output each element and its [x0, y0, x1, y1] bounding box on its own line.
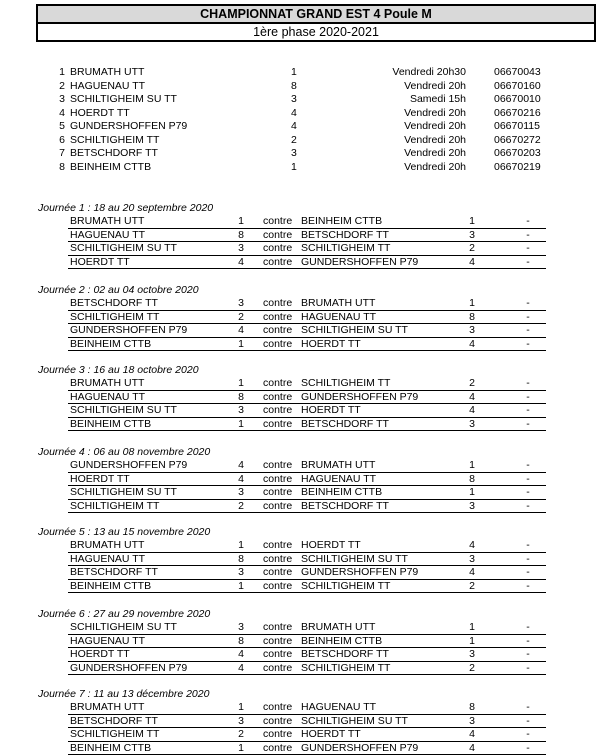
home-code: 3 [238, 621, 244, 633]
team-code: 2 [291, 133, 297, 146]
away-team: SCHILTIGHEIM SU TT [301, 552, 408, 565]
match-row [0, 391, 606, 405]
match-row [0, 324, 606, 338]
match-row [0, 256, 606, 270]
away-code: 4 [469, 255, 475, 268]
away-code: 2 [469, 242, 475, 254]
team-list [0, 66, 606, 174]
home-team: HAGUENAU TT [70, 228, 146, 241]
match-row [0, 297, 606, 311]
home-team: HAGUENAU TT [70, 390, 146, 403]
away-code: 4 [469, 741, 475, 754]
away-code: 3 [469, 228, 475, 241]
match-row [0, 338, 606, 352]
away-team: BRUMATH UTT [301, 297, 376, 309]
result-cell: - [526, 324, 530, 336]
away-team: HAGUENAU TT [301, 701, 377, 713]
result-cell: - [526, 661, 530, 674]
result-cell: - [526, 728, 530, 740]
home-code: 4 [238, 459, 244, 471]
team-name: GUNDERSHOFFEN P79 [70, 120, 188, 132]
away-team: GUNDERSHOFFEN P79 [301, 255, 419, 268]
home-code: 1 [238, 377, 244, 389]
away-code: 3 [469, 648, 475, 660]
contre-label: contre [263, 741, 293, 754]
match-row [0, 715, 606, 729]
result-cell: - [526, 417, 530, 430]
team-slot: Vendredi 20h [404, 160, 466, 173]
team-slot: Samedi 15h [409, 93, 466, 105]
team-name: BRUMATH UTT [70, 66, 145, 78]
match-row [0, 418, 606, 432]
away-team: BEINHEIM CTTB [301, 486, 383, 498]
team-id: 06670216 [494, 106, 541, 119]
team-code: 4 [291, 120, 297, 132]
match-row [0, 580, 606, 594]
team-number: 5 [59, 120, 65, 132]
journee-title: Journée 2 : 02 au 04 octobre 2020 [38, 284, 199, 296]
contre-label: contre [263, 417, 293, 430]
result-cell: - [526, 621, 530, 633]
away-code: 8 [469, 310, 475, 323]
away-team: HOERDT TT [301, 728, 361, 740]
result-cell: - [526, 648, 530, 660]
result-cell: - [526, 472, 530, 485]
away-code: 2 [469, 661, 475, 674]
contre-label: contre [263, 377, 293, 389]
match-row [0, 539, 606, 553]
team-id: 06670203 [494, 147, 541, 159]
home-team: BETSCHDORF TT [70, 566, 158, 578]
home-team: BEINHEIM CTTB [70, 579, 152, 592]
team-name: SCHILTIGHEIM SU TT [70, 93, 177, 105]
away-code: 3 [469, 552, 475, 565]
team-number: 2 [59, 79, 65, 92]
away-team: SCHILTIGHEIM TT [301, 242, 391, 254]
home-team: BETSCHDORF TT [70, 297, 158, 309]
result-cell: - [526, 337, 530, 350]
team-name: BETSCHDORF TT [70, 147, 158, 159]
contre-label: contre [263, 337, 293, 350]
away-team: BETSCHDORF TT [301, 648, 389, 660]
match-row [0, 701, 606, 715]
away-team: SCHILTIGHEIM TT [301, 661, 391, 674]
journee-title: Journée 7 : 11 au 13 décembre 2020 [38, 688, 210, 700]
result-cell: - [526, 634, 530, 647]
home-code: 1 [238, 701, 244, 713]
home-team: BEINHEIM CTTB [70, 741, 152, 754]
team-name: BEINHEIM CTTB [70, 160, 152, 173]
match-row [0, 662, 606, 676]
away-code: 1 [469, 459, 475, 471]
away-code: 4 [469, 390, 475, 403]
journee-title: Journée 6 : 27 au 29 novembre 2020 [38, 608, 211, 620]
contre-label: contre [263, 297, 293, 309]
away-team: BETSCHDORF TT [301, 499, 389, 512]
home-code: 4 [238, 661, 244, 674]
contre-label: contre [263, 499, 293, 512]
journee-title: Journée 1 : 18 au 20 septembre 2020 [38, 202, 214, 214]
match-row [0, 621, 606, 635]
match-row [0, 229, 606, 243]
away-team: BRUMATH UTT [301, 621, 376, 633]
team-row [0, 80, 606, 94]
team-number: 3 [59, 93, 65, 105]
away-code: 2 [469, 377, 475, 389]
home-code: 4 [238, 472, 244, 485]
match-row [0, 404, 606, 418]
away-code: 3 [469, 714, 475, 727]
contre-label: contre [263, 634, 293, 647]
team-row [0, 120, 606, 134]
contre-label: contre [263, 390, 293, 403]
away-code: 4 [469, 566, 475, 578]
home-code: 4 [238, 648, 244, 660]
header-box [36, 4, 596, 42]
team-name: HAGUENAU TT [70, 79, 146, 92]
team-id: 06670272 [494, 133, 541, 146]
home-code: 3 [238, 486, 244, 498]
home-team: BRUMATH UTT [70, 701, 145, 713]
home-code: 3 [238, 404, 244, 416]
home-team: GUNDERSHOFFEN P79 [70, 661, 188, 674]
away-team: HAGUENAU TT [301, 472, 377, 485]
contre-label: contre [263, 648, 293, 660]
team-number: 6 [59, 133, 65, 146]
away-team: HAGUENAU TT [301, 310, 377, 323]
team-number: 4 [59, 106, 65, 119]
home-team: BEINHEIM CTTB [70, 417, 152, 430]
home-team: BRUMATH UTT [70, 539, 145, 551]
away-team: BEINHEIM CTTB [301, 215, 383, 227]
team-id: 06670010 [494, 93, 541, 105]
match-row [0, 742, 606, 756]
result-cell: - [526, 404, 530, 416]
match-row [0, 486, 606, 500]
contre-label: contre [263, 242, 293, 254]
home-code: 4 [238, 324, 244, 336]
result-cell: - [526, 228, 530, 241]
home-code: 4 [238, 255, 244, 268]
away-team: HOERDT TT [301, 539, 361, 551]
team-row [0, 93, 606, 107]
team-slot: Vendredi 20h [404, 106, 466, 119]
team-row [0, 161, 606, 175]
home-code: 3 [238, 242, 244, 254]
away-code: 3 [469, 417, 475, 430]
journee-title: Journée 5 : 13 au 15 novembre 2020 [38, 526, 211, 538]
team-slot: Vendredi 20h [404, 147, 466, 159]
contre-label: contre [263, 486, 293, 498]
team-slot: Vendredi 20h [404, 79, 466, 92]
team-number: 7 [59, 147, 65, 159]
away-team: GUNDERSHOFFEN P79 [301, 390, 419, 403]
team-id: 06670115 [494, 120, 540, 132]
away-team: BETSCHDORF TT [301, 417, 389, 430]
away-code: 3 [469, 499, 475, 512]
result-cell: - [526, 486, 530, 498]
away-code: 1 [469, 634, 475, 647]
home-team: GUNDERSHOFFEN P79 [70, 459, 188, 471]
away-team: BRUMATH UTT [301, 459, 376, 471]
match-row [0, 377, 606, 391]
match-row [0, 473, 606, 487]
away-code: 3 [469, 324, 475, 336]
home-code: 2 [238, 728, 244, 740]
away-code: 1 [469, 621, 475, 633]
result-cell: - [526, 539, 530, 551]
team-slot: Vendredi 20h [404, 120, 466, 132]
contre-label: contre [263, 255, 293, 268]
contre-label: contre [263, 661, 293, 674]
home-team: BETSCHDORF TT [70, 714, 158, 727]
result-cell: - [526, 390, 530, 403]
home-code: 2 [238, 310, 244, 323]
home-team: GUNDERSHOFFEN P79 [70, 324, 188, 336]
team-number: 1 [59, 66, 65, 78]
contre-label: contre [263, 215, 293, 227]
home-code: 1 [238, 417, 244, 430]
home-code: 1 [238, 579, 244, 592]
result-cell: - [526, 310, 530, 323]
team-name: SCHILTIGHEIM TT [70, 133, 160, 146]
home-team: HOERDT TT [70, 472, 130, 485]
result-cell: - [526, 499, 530, 512]
contre-label: contre [263, 728, 293, 740]
match-row [0, 648, 606, 662]
result-cell: - [526, 255, 530, 268]
home-code: 3 [238, 566, 244, 578]
home-team: BEINHEIM CTTB [70, 337, 152, 350]
result-cell: - [526, 741, 530, 754]
team-row [0, 147, 606, 161]
team-code: 3 [291, 147, 297, 159]
team-slot: Vendredi 20h30 [392, 66, 466, 78]
home-code: 2 [238, 499, 244, 512]
home-code: 3 [238, 714, 244, 727]
match-row [0, 553, 606, 567]
away-team: GUNDERSHOFFEN P79 [301, 566, 419, 578]
home-code: 8 [238, 390, 244, 403]
home-team: SCHILTIGHEIM SU TT [70, 621, 177, 633]
team-name: HOERDT TT [70, 106, 130, 119]
result-cell: - [526, 579, 530, 592]
home-team: SCHILTIGHEIM SU TT [70, 404, 177, 416]
away-team: HOERDT TT [301, 337, 361, 350]
contre-label: contre [263, 621, 293, 633]
match-row [0, 728, 606, 742]
away-team: GUNDERSHOFFEN P79 [301, 741, 419, 754]
home-team: HOERDT TT [70, 648, 130, 660]
home-team: HAGUENAU TT [70, 552, 146, 565]
contre-label: contre [263, 566, 293, 578]
match-row [0, 215, 606, 229]
journee-title: Journée 4 : 06 au 08 novembre 2020 [38, 446, 211, 458]
away-code: 1 [469, 297, 475, 309]
home-code: 1 [238, 741, 244, 754]
journee-title: Journée 3 : 16 au 18 octobre 2020 [38, 364, 199, 376]
contre-label: contre [263, 228, 293, 241]
team-id: 06670043 [494, 66, 541, 78]
result-cell: - [526, 459, 530, 471]
contre-label: contre [263, 701, 293, 713]
home-team: SCHILTIGHEIM SU TT [70, 242, 177, 254]
team-number: 8 [59, 160, 65, 173]
away-team: SCHILTIGHEIM TT [301, 579, 391, 592]
home-team: SCHILTIGHEIM TT [70, 728, 160, 740]
team-row [0, 134, 606, 148]
away-code: 4 [469, 337, 475, 350]
away-code: 1 [469, 486, 475, 498]
away-code: 4 [469, 539, 475, 551]
home-team: HOERDT TT [70, 255, 130, 268]
home-code: 1 [238, 539, 244, 551]
contre-label: contre [263, 324, 293, 336]
home-code: 8 [238, 634, 244, 647]
home-code: 1 [238, 337, 244, 350]
match-row [0, 311, 606, 325]
match-row [0, 635, 606, 649]
result-cell: - [526, 552, 530, 565]
team-code: 4 [291, 106, 297, 119]
result-cell: - [526, 701, 530, 713]
team-row [0, 66, 606, 80]
away-team: BETSCHDORF TT [301, 228, 389, 241]
team-slot: Vendredi 20h [404, 133, 466, 146]
away-code: 1 [469, 215, 475, 227]
team-code: 8 [291, 79, 297, 92]
home-team: BRUMATH UTT [70, 377, 145, 389]
home-code: 3 [238, 297, 244, 309]
home-team: HAGUENAU TT [70, 634, 146, 647]
match-row [0, 566, 606, 580]
away-team: SCHILTIGHEIM SU TT [301, 324, 408, 336]
away-code: 4 [469, 404, 475, 416]
contre-label: contre [263, 310, 293, 323]
result-cell: - [526, 215, 530, 227]
away-code: 4 [469, 728, 475, 740]
away-code: 8 [469, 472, 475, 485]
contre-label: contre [263, 404, 293, 416]
team-id: 06670219 [494, 160, 541, 173]
match-row [0, 242, 606, 256]
home-team: BRUMATH UTT [70, 215, 145, 227]
home-code: 1 [238, 215, 244, 227]
result-cell: - [526, 566, 530, 578]
away-team: SCHILTIGHEIM TT [301, 377, 391, 389]
team-row [0, 107, 606, 121]
away-team: HOERDT TT [301, 404, 361, 416]
team-code: 1 [291, 160, 297, 173]
contre-label: contre [263, 579, 293, 592]
away-team: BEINHEIM CTTB [301, 634, 383, 647]
contre-label: contre [263, 459, 293, 471]
result-cell: - [526, 297, 530, 309]
home-team: SCHILTIGHEIM TT [70, 310, 160, 323]
away-team: SCHILTIGHEIM SU TT [301, 714, 408, 727]
match-row [0, 500, 606, 514]
contre-label: contre [263, 714, 293, 727]
home-team: SCHILTIGHEIM SU TT [70, 486, 177, 498]
home-code: 8 [238, 228, 244, 241]
contre-label: contre [263, 472, 293, 485]
home-team: SCHILTIGHEIM TT [70, 499, 160, 512]
contre-label: contre [263, 552, 293, 565]
away-code: 8 [469, 701, 475, 713]
team-code: 1 [291, 66, 297, 78]
contre-label: contre [263, 539, 293, 551]
page-title: CHAMPIONNAT GRAND EST 4 Poule M [38, 6, 594, 24]
result-cell: - [526, 377, 530, 389]
result-cell: - [526, 242, 530, 254]
home-code: 8 [238, 552, 244, 565]
result-cell: - [526, 714, 530, 727]
match-row [0, 459, 606, 473]
team-code: 3 [291, 93, 297, 105]
away-code: 2 [469, 579, 475, 592]
page-subtitle: 1ère phase 2020-2021 [253, 25, 379, 39]
team-id: 06670160 [494, 79, 541, 92]
